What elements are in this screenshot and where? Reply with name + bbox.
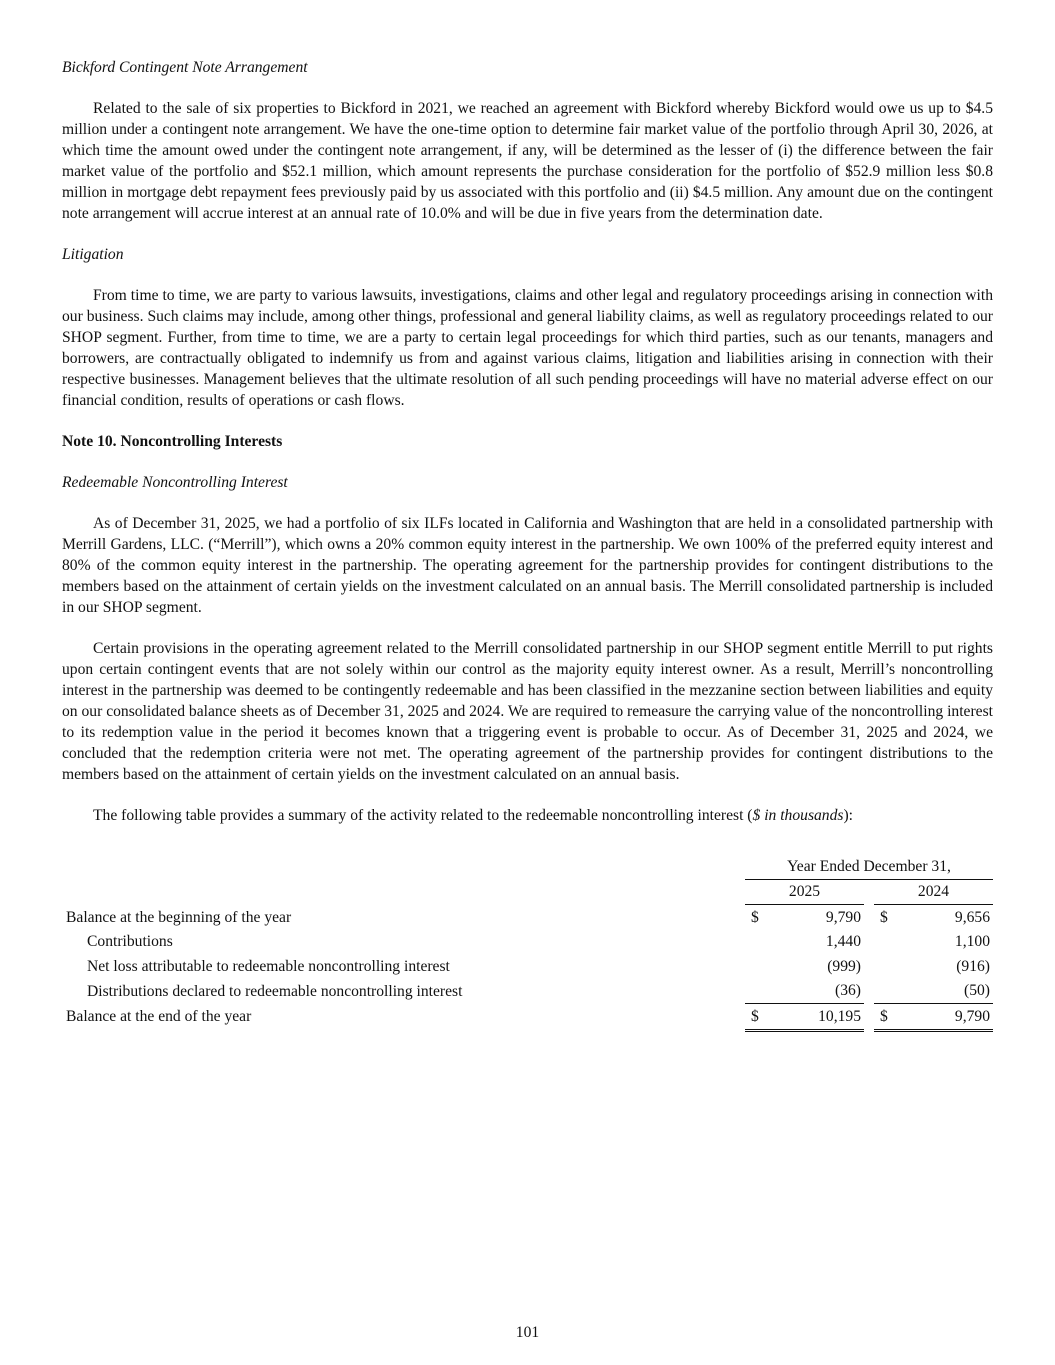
redeemable-heading: Redeemable Noncontrolling Interest: [62, 474, 288, 491]
value-2024: 1,100: [954, 933, 990, 951]
table-row-total: [62, 1004, 993, 1031]
litigation-heading: Litigation: [62, 246, 124, 263]
value-2024: 9,656: [954, 908, 990, 926]
litigation-paragraph: From time to time, we are party to various lawsuits, investigations, claims and other legal and regulatory proceedings arising in connection with our business. Such claims may include, among other things, professional and general liability claims, as well as regulatory proceedings related to our SHOP segment. Further, from time to time, we are a party to certain legal proceedings for which third parties, such as our tenants, managers and borrowers, are contractually obligated to indemnify us from and against various claims, litigation and liabilities arising in connection with their respective businesses. Management believes that the ultimate resolution of all such pending proceedings will have no material adverse effect on our financial condition, results of operations or cash flows.: [62, 287, 993, 409]
currency-symbol: $: [880, 908, 888, 926]
table-header-period: [62, 854, 993, 879]
document-page: [62, 57, 993, 1032]
value-2025: (36): [765, 979, 864, 1004]
value-2024: (916): [956, 957, 990, 975]
table-intro: [62, 805, 993, 826]
table-header-years: [62, 879, 993, 905]
table-intro-units: $ in thousands: [752, 807, 844, 824]
row-label: Contributions: [87, 933, 173, 951]
bickford-paragraph: Related to the sale of six properties to Bickford in 2021, we reached an agreement with Bickford whereby Bickford would owe us up to $4.5 million under a contingent note arrangement. We have the one-time option to determine fair market value of the portfolio through April 30, 2026, at which time the amount owed under the contingent note arrangement, if any, will be determined as the lesser of (i) the difference between the fair market value of the portfolio and $52.1 million, which amount represents the purchase consideration for the portfolio of $52.9 million less $0.8 million in mortgage debt repayment fees previously paid by us associated with this portfolio and (ii) $4.5 million. Any amount due on the contingent note arrangement will accrue interest at an annual rate of 10.0% and will be due in five years from the determination date.: [62, 100, 993, 222]
row-label: Distributions declared to redeemable noncontrolling interest: [87, 982, 463, 1000]
row-label: Balance at the beginning of the year: [66, 908, 292, 926]
bickford-heading: Bickford Contingent Note Arrangement: [62, 59, 308, 76]
value-2025: 1,440: [825, 933, 861, 951]
year-header-2025: 2025: [745, 879, 864, 905]
row-label: Net loss attributable to redeemable noncontrolling interest: [87, 957, 450, 975]
redeemable-nci-table: [62, 854, 993, 1032]
row-label: Balance at the end of the year: [66, 1008, 252, 1026]
value-2024: 9,790: [894, 1004, 993, 1031]
table-row: [62, 979, 993, 1004]
currency-symbol: $: [745, 1004, 765, 1031]
table-row: [62, 905, 993, 930]
page-number: 101: [515, 1324, 540, 1341]
value-2025: 10,195: [765, 1004, 864, 1031]
value-2025: (999): [827, 957, 861, 975]
period-header: Year Ended December 31,: [745, 854, 993, 879]
redeemable-paragraph-1: As of December 31, 2025, we had a portfolio of six ILFs located in California and Washington that are held in a consolidated partnership with Merrill Gardens, LLC. (“Merrill”), which owns a 20% common equity interest in the partnership. We own 100% of the preferred equity interest and 80% of the common equity interest in the partnership. The operating agreement for the partnership provides for contingent distributions to the members based on the attainment of certain yields on the investment calculated on an annual basis. The Merrill consolidated partnership is included in our SHOP segment.: [62, 515, 993, 616]
table-row: [62, 954, 993, 979]
value-2024: (50): [894, 979, 993, 1004]
currency-symbol: $: [874, 1004, 894, 1031]
currency-symbol: $: [751, 908, 759, 926]
note10-heading: Note 10. Noncontrolling Interests: [62, 433, 283, 450]
year-header-2024: 2024: [874, 879, 993, 905]
value-2025: 9,790: [825, 908, 861, 926]
redeemable-paragraph-2: Certain provisions in the operating agreement related to the Merrill consolidated partnership in our SHOP segment entitle Merrill to put rights upon certain contingent events that are not solely within our control as the majority equity interest owner. As a result, Merrill’s noncontrolling interest in the partnership was deemed to be contingently redeemable and has been classified in the mezzanine section between liabilities and equity on our consolidated balance sheets as of December 31, 2025 and 2024. We are required to remeasure the carrying value of the noncontrolling interest to its redemption value in the period it becomes known that a triggering event is probable to occur. As of December 31, 2025 and 2024, we concluded that the redemption criteria were not met. The operating agreement of the partnership provides for contingent distributions to the members based on the attainment of certain yields on the investment calculated on an annual basis.: [62, 640, 993, 783]
table-intro-end: ):: [843, 807, 854, 824]
table-intro-text: The following table provides a summary of the activity related to the redeemable noncontrolling interest (: [93, 807, 753, 824]
table-row: [62, 930, 993, 955]
